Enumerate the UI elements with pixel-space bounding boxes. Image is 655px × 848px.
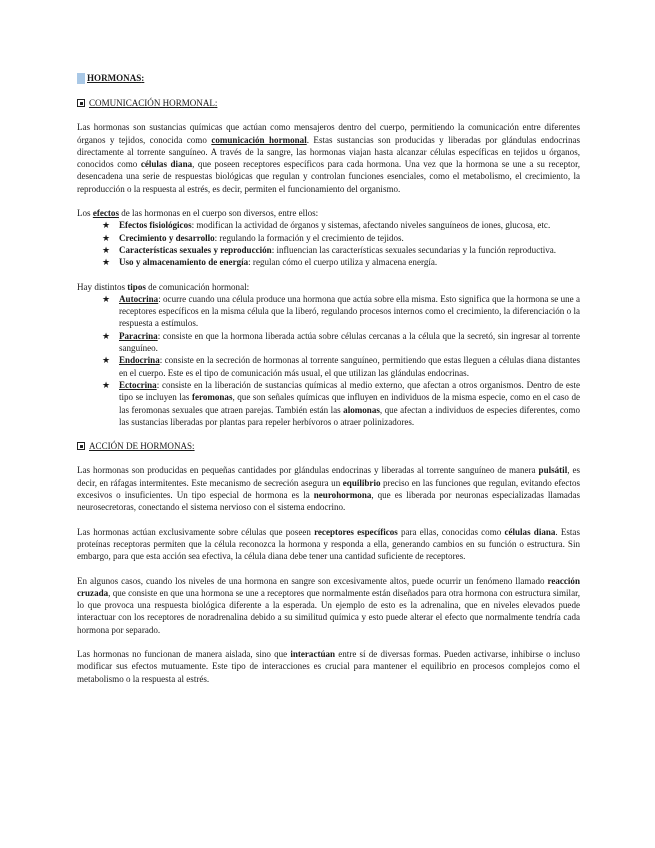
text-run: preciso en las funciones que regulan, evitando efectos excesivos o insuficientes. Un tipo especial de hormona es la: [77, 477, 580, 501]
list-item: [102, 293, 580, 330]
intro-paragraph: [77, 121, 580, 195]
text-run: : influencian las características sexuales secundarias y la función reproductiva.: [271, 244, 557, 255]
text-run: Hay distintos: [77, 281, 128, 292]
text-run: Las hormonas no funcionan de manera aislada, sino que: [77, 648, 291, 659]
text-run: : regulan cómo el cuerpo utiliza y almacena energía.: [248, 257, 438, 268]
text-run: , que consiste en que una hormona se une a receptores que normalmente están diseñados para otra hormona con estructura similar, lo que provoca una respuesta biológica diferente a la esperada. Un ejemplo de esto es la adrenalina, que en niveles elevados puede interactuar con los receptores de noradrenalina debido a su similitud química y esto puede alterar el efecto que normalmente tendría cada hormona por separado.: [77, 587, 580, 635]
list-item: [102, 232, 580, 244]
text-run: : regulando la formación y el crecimiento de tejidos.: [214, 232, 404, 243]
star-icon: ★: [102, 244, 111, 255]
list-item: [102, 219, 580, 231]
list-item: [102, 379, 580, 428]
text-run: de comunicación hormonal:: [145, 281, 250, 292]
bold-term: células diana: [140, 159, 193, 170]
text-run: . Estas sustancias son producidas y liberadas por glándulas endocrinas directamente al torrente sanguíneo. A través de la sangre, las hormonas viajan hasta alcanzar células específicas en tejidos u órganos, conocidos como: [77, 134, 581, 170]
text-run: de las hormonas en el cuerpo son diversos, entre ellos:: [118, 208, 319, 219]
star-icon: ★: [102, 257, 111, 268]
text-run: . Estas proteínas receptoras permiten que la célula reconozca la hormona y responda a ella, generando cambios en su función o estructura. Sin embargo, para que esta acción sea efectiva, la célula diana debe tener una cantidad suficiente de receptores.: [77, 526, 580, 562]
text-run: Las hormonas actúan exclusivamente sobre células que poseen: [77, 526, 315, 537]
title-suffix: :: [141, 73, 145, 84]
bold-term: Uso y almacenamiento de energía: [119, 257, 249, 268]
bold-term: Autocrina: [119, 293, 159, 304]
star-icon: ★: [102, 379, 111, 390]
list-item: [102, 354, 580, 379]
bold-term: feromonas: [191, 392, 233, 403]
paragraph-receptores: [77, 526, 580, 563]
bold-term: receptores específicos: [314, 526, 398, 537]
checkbox-icon: [77, 442, 85, 450]
star-icon: ★: [102, 293, 111, 304]
checkbox-icon: [77, 99, 85, 107]
paragraph-pulsatil: [77, 464, 580, 513]
text-run: Las hormonas son producidas en pequeñas cantidades por glándulas endocrinas y liberadas al torrente sanguíneo de manera: [77, 465, 539, 476]
text-run: : consiste en la secreción de hormonas al torrente sanguíneo, permitiendo que estas lleguen a células diana distantes en el cuerpo. Este es el tipo de comunicación más usual, el que utilizan las glándulas endocrinas.: [119, 355, 580, 378]
star-icon: ★: [102, 330, 111, 341]
bold-term: Ectocrina: [119, 379, 157, 390]
text-run: : modifican la actividad de órganos y sistemas, afectando niveles sanguíneos de iones, glucosa, etc.: [191, 220, 551, 231]
types-list: [77, 293, 580, 428]
bold-term: Crecimiento y desarrollo: [119, 232, 215, 243]
section-heading-accion: [77, 440, 580, 452]
bold-term: interactúan: [290, 648, 336, 659]
list-item: [102, 244, 580, 256]
bold-term: Paracrina: [119, 330, 158, 341]
bold-term: células diana: [504, 526, 556, 537]
list-item: [102, 256, 580, 268]
bold-term: efectos: [92, 208, 119, 219]
text-run: Las hormonas son sustancias químicas que actúan como mensajeros dentro del cuerpo, permitiendo la comunicación entre diferentes órganos y tejidos, conocida como: [77, 122, 580, 145]
section-heading-suffix: :: [192, 441, 195, 452]
star-icon: ★: [102, 355, 111, 366]
types-lead: [77, 281, 580, 293]
title-text: HORMONAS: [87, 73, 142, 84]
list-item: [102, 330, 580, 355]
text-run: : ocurre cuando una célula produce una hormona que actúa sobre ella misma. Esto significa que la hormona se une a receptores específicos en la misma célula que la liberó, regulando procesos internos como el crecimiento, la diferenciación o la respuesta a estímulos.: [119, 293, 580, 329]
bold-term: reacción cruzada: [77, 575, 580, 598]
bold-term: alomonas: [343, 404, 380, 415]
star-icon: ★: [102, 232, 111, 243]
text-run: , que son señales químicas que influyen en individuos de la misma especie, como en el caso de las feromonas sexuales que atraen parejas. También están las: [119, 392, 580, 415]
bold-term: Características sexuales y reproducción: [119, 244, 272, 255]
bold-term: tipos: [127, 281, 146, 292]
text-run: entre sí de diversas formas. Pueden activarse, inhibirse o incluso modificar sus efectos mutuamente. Este tipo de interacciones es crucial para mantener el equilibrio en procesos complejos como el metabolismo o la respuesta al estrés.: [77, 648, 580, 684]
text-run: Los: [77, 208, 93, 219]
bold-term: Efectos fisiológicos: [119, 220, 192, 231]
text-run: : consiste en que la hormona liberada actúa sobre células cercanas a la célula que la secretó, sin ingresar al torrente sanguíneo.: [119, 330, 580, 354]
section-heading-comunicacion: [77, 97, 580, 109]
section-heading-suffix: :: [214, 98, 218, 108]
section-heading-text: COMUNICACIÓN HORMONAL: [89, 98, 215, 108]
effects-lead: [77, 207, 580, 219]
bold-term: pulsátil: [538, 465, 568, 476]
text-run: , es decir, en ráfagas intermitentes. Este mecanismo de secreción asegura un: [77, 465, 580, 488]
effects-list: [77, 219, 580, 268]
text-run: para ellas, conocidas como: [397, 526, 505, 537]
paragraph-interactuan: [77, 648, 580, 685]
bold-term: equilibrio: [342, 477, 381, 488]
section-heading-text: ACCIÓN DE HORMONAS: [89, 441, 193, 452]
bold-term: neurohormona: [313, 490, 372, 501]
bold-term: comunicación hormonal: [211, 134, 307, 145]
star-icon: ★: [102, 220, 111, 231]
paragraph-reaccion-cruzada: [77, 575, 580, 636]
text-run: En algunos casos, cuando los niveles de una hormona en sangre son excesivamente altos, puede ocurrir un fenómeno llamado: [77, 575, 548, 586]
text-run: , que es liberada por neuronas especializadas llamadas neurosecretoras, conectando el sistema nervioso con el sistema endocrino.: [77, 490, 580, 513]
title-highlight-mark: [77, 73, 85, 84]
bold-term: Endocrina: [119, 355, 160, 366]
document-title: [77, 72, 580, 85]
text-run: , que afectan a individuos de especies diferentes, como las sustancias liberadas por plantas para repeler herbívoros o atraer polinizadores.: [119, 404, 581, 427]
text-run: , que poseen receptores específicos para cada hormona. Una vez que la hormona se une a su receptor, desencadena una serie de respuestas biológicas que regulan y controlan funciones esenciales, como el metabolismo, el crecimiento, la reproducción o la respuesta al estrés, es decir, permiten el funcionamiento del organismo.: [77, 159, 580, 194]
text-run: : consiste en la liberación de sustancias químicas al medio externo, que afectan a otros organismos. Dentro de este tipo se incluyen las: [119, 379, 580, 403]
